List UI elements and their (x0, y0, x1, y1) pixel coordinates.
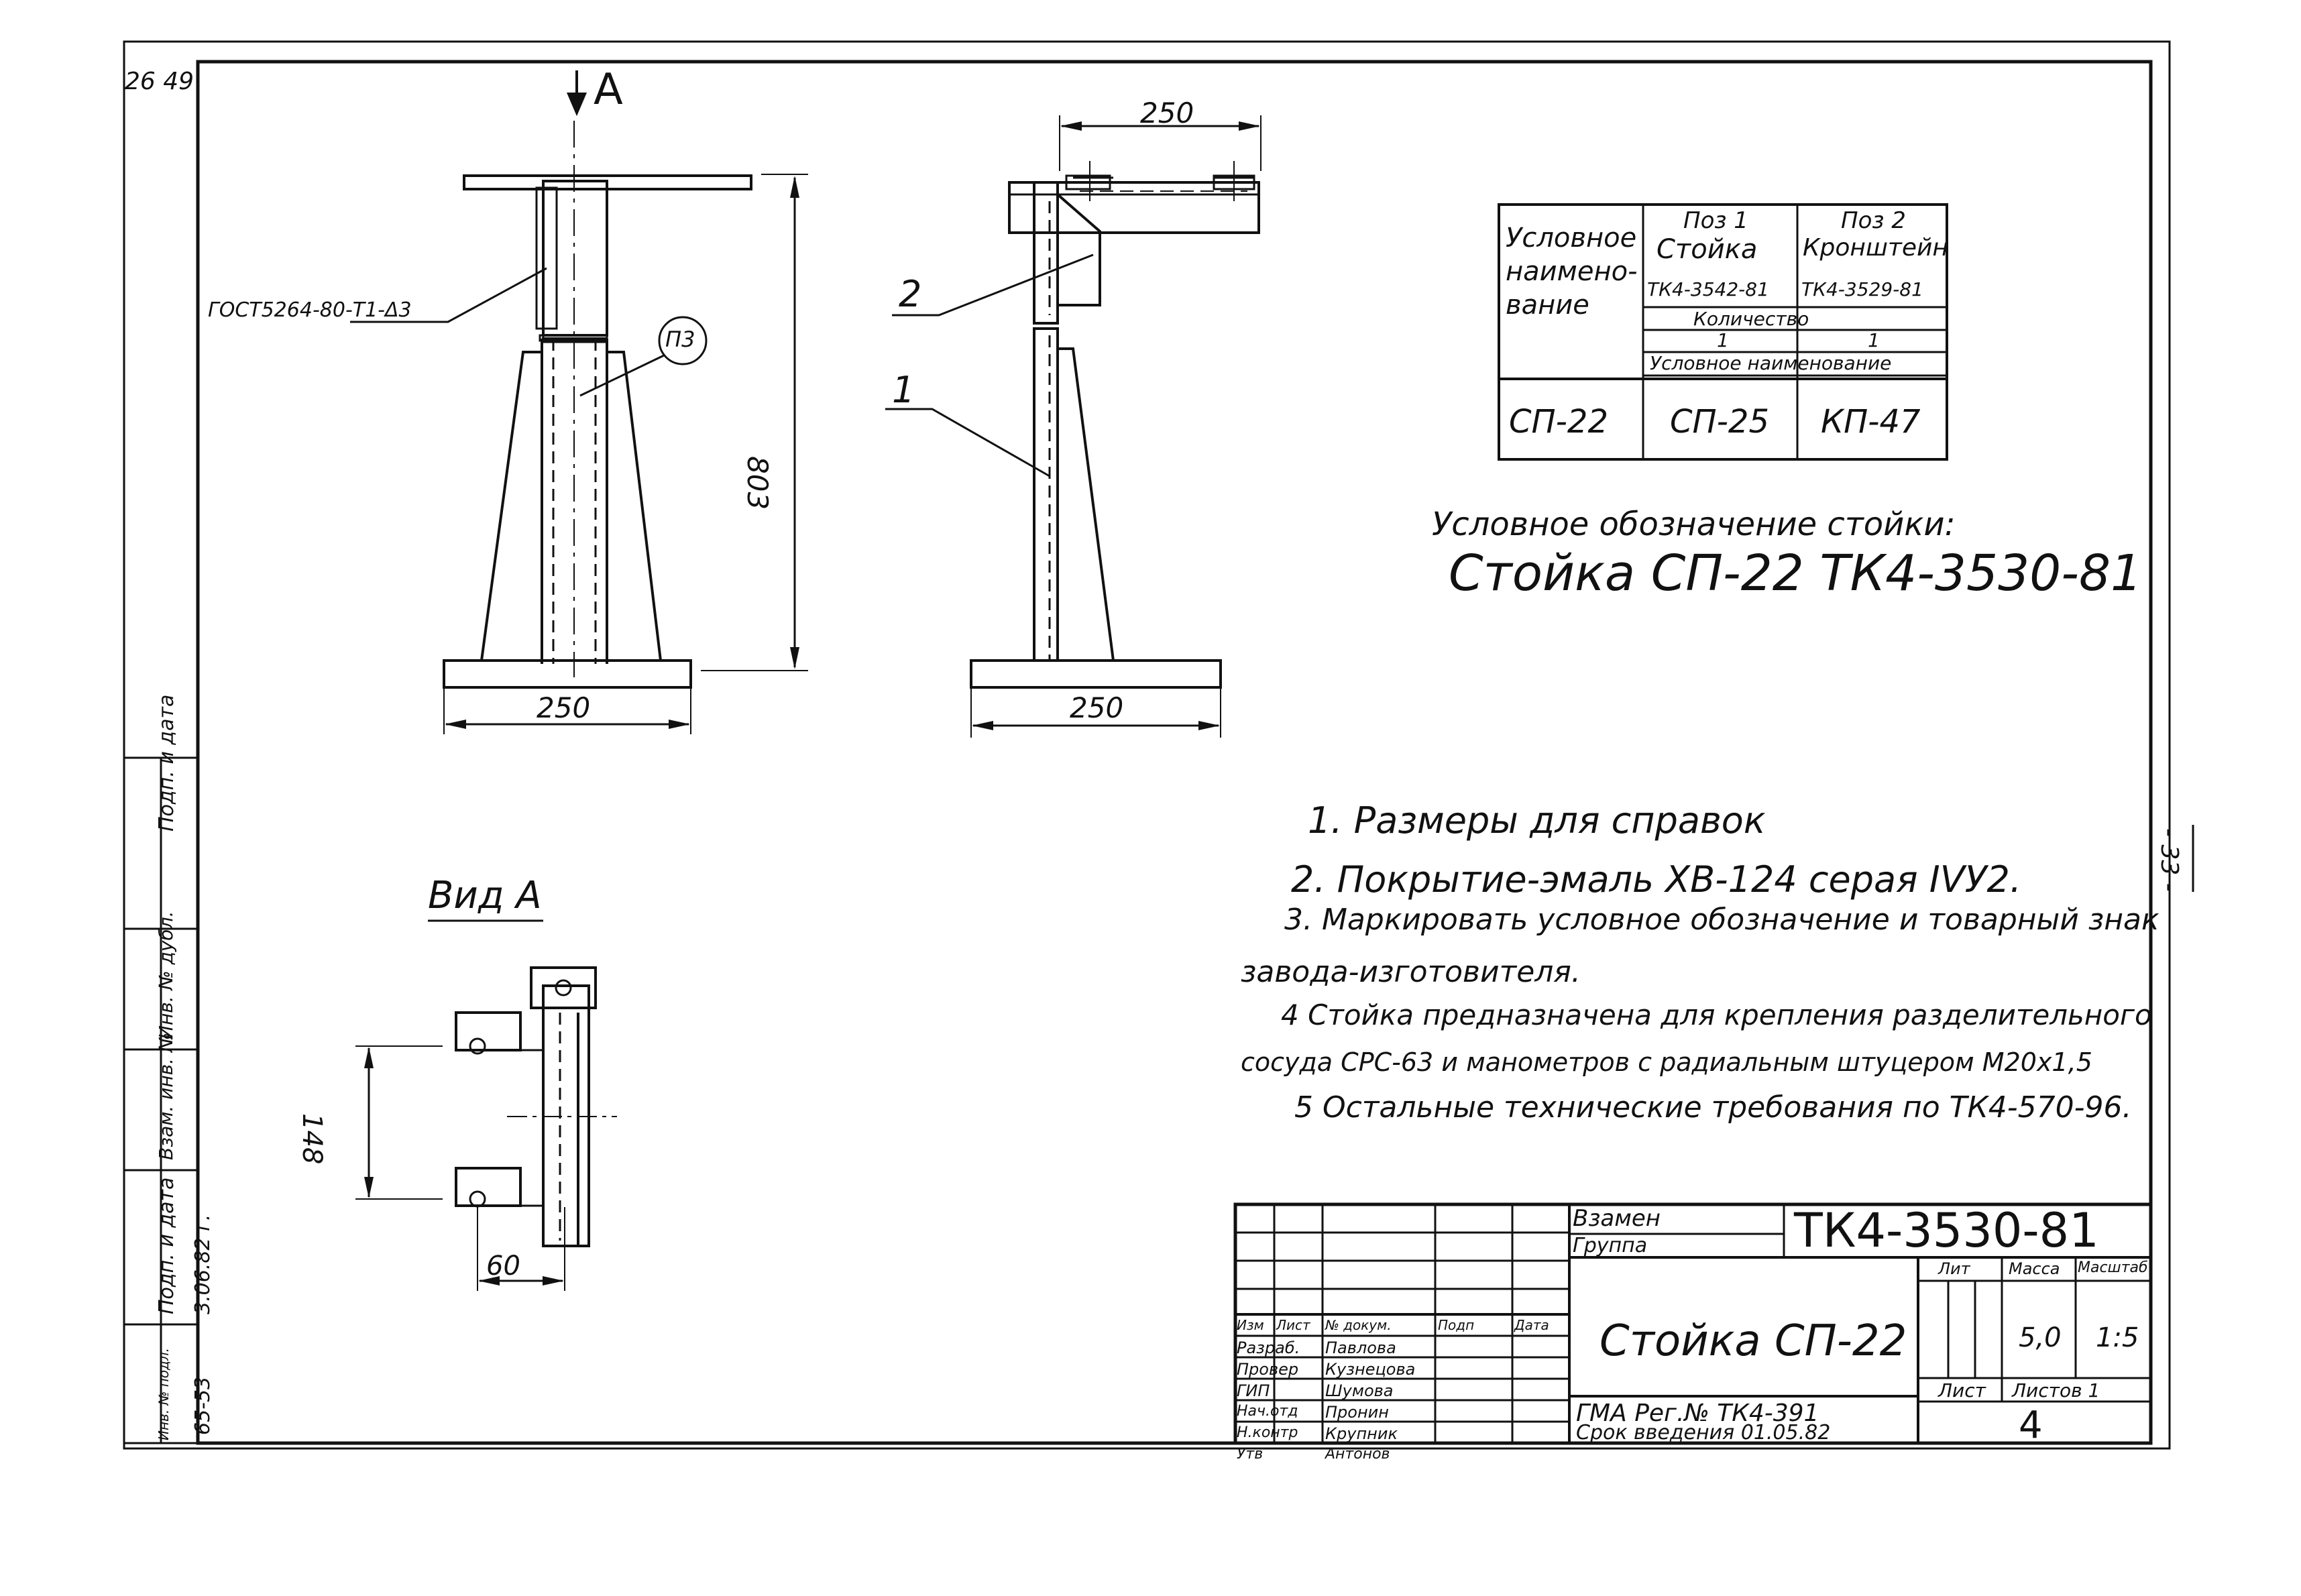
left-stamp-value: 65-53 (191, 1376, 215, 1435)
tb-person: Павлова (1325, 1338, 1396, 1357)
tb-col-doc: № докум. (1325, 1317, 1392, 1333)
spec-quantity: Количество (1693, 308, 1809, 330)
left-stamp-label: Инв. № дубл. (155, 911, 177, 1039)
left-stamp-label: Подп. и дата (155, 694, 178, 832)
tb-name: Стойка СП-22 (1600, 1316, 1907, 1366)
note-5: 5 Остальные технические требования по ТК4-570-96. (1294, 1090, 2132, 1125)
tb-col-data: Дата (1514, 1317, 1549, 1333)
tb-massa: Масса (2009, 1259, 2060, 1278)
side-base-plate (971, 661, 1221, 687)
tb-role: Утв (1237, 1446, 1264, 1463)
left-stamp-label: Инв. № подл. (156, 1348, 172, 1440)
dim-148: 148 (296, 1113, 327, 1165)
view-a-title: Вид А (428, 874, 542, 917)
spec-pos1-title: Поз 1 (1683, 207, 1748, 234)
tb-massa-val: 5,0 (2019, 1322, 2062, 1353)
tb-listov: Листов 1 (2012, 1379, 2100, 1402)
left-stamp-label: Подп. и дата (155, 1177, 178, 1314)
tb-col-izm: Изм (1237, 1317, 1264, 1333)
spec-cond-name: Условное наименование (1650, 352, 1892, 374)
tb-masshtab-val: 1:5 (2096, 1322, 2139, 1353)
tb-role: Нач.отд (1237, 1403, 1298, 1420)
tb-role: Н.контр (1237, 1424, 1298, 1441)
tb-list: Лист (1938, 1379, 1986, 1402)
tb-doc-number: ТК4-3530-81 (1794, 1203, 2099, 1258)
side-view (885, 115, 1261, 738)
tb-person: Шумова (1325, 1381, 1394, 1400)
tb-gruppa: Группа (1573, 1234, 1648, 1257)
dim-60: 60 (486, 1251, 520, 1281)
section-marker: А (594, 65, 623, 115)
note-3: 3. Маркировать условное обозначение и товарный знак (1284, 903, 2159, 937)
tb-role: ГИП (1237, 1381, 1270, 1400)
tb-lit: Лит (1938, 1259, 1970, 1278)
tb-masshtab: Масштаб (2078, 1259, 2148, 1276)
note-4: 4 Стойка предназначена для крепления разделительного (1281, 999, 2152, 1031)
tb-col-list: Лист (1276, 1317, 1310, 1333)
note-4-cont: сосуда СРС-63 и манометров с радиальным штуцером М20х1,5 (1241, 1047, 2092, 1077)
spec-header-left: Условное наимено-вание (1506, 223, 1638, 321)
spec-pos1-doc: ТК4-3542-81 (1647, 278, 1769, 300)
position-tag: П3 (665, 327, 695, 352)
leader-1: 1 (892, 369, 915, 411)
tb-role: Разраб. (1237, 1338, 1300, 1357)
spec-row-pos1: СП-25 (1670, 403, 1770, 441)
side-mark: - 33 - (2155, 828, 2183, 892)
dim-height: 803 (741, 456, 774, 510)
spec-qty2: 1 (1868, 329, 1880, 351)
dim-bracket-top: 250 (1140, 97, 1194, 129)
spec-row-name: СП-22 (1509, 403, 1609, 441)
left-stamp-label: Взам. инв. № (155, 1032, 177, 1160)
tb-person: Антонов (1325, 1446, 1390, 1463)
spec-pos2-doc: ТК4-3529-81 (1801, 278, 1923, 300)
tb-vzamen: Взамен (1573, 1205, 1661, 1232)
corner-number: 26 49 (125, 68, 194, 95)
tb-person: Пронин (1325, 1403, 1389, 1422)
spec-pos2-title: Поз 2 (1841, 207, 1906, 234)
tb-person: Кузнецова (1325, 1360, 1416, 1379)
dim-base-side: 250 (1070, 691, 1124, 724)
designation: Стойка СП-22 ТК4-3530-81 (1449, 545, 2143, 602)
tb-col-podp: Подп (1438, 1317, 1475, 1333)
view-a (355, 921, 617, 1291)
leader-2: 2 (899, 273, 922, 315)
tb-person: Крупник (1325, 1424, 1398, 1443)
spec-pos2-name: Кронштейн (1803, 234, 1948, 262)
front-base-plate (444, 661, 691, 687)
spec-qty1: 1 (1717, 329, 1729, 351)
note-1: 1. Размеры для справок (1308, 799, 1766, 842)
tb-sheet-no: 4 (2019, 1404, 2043, 1447)
note-2: 2. Покрытие-эмаль ХВ-124 серая IVУ2. (1291, 858, 2022, 901)
note-3-cont: завода-изготовителя. (1241, 955, 1581, 989)
tb-role: Провер (1237, 1360, 1299, 1379)
tb-srok: Срок введения 01.05.82 (1576, 1421, 1831, 1444)
spec-row-pos2: КП-47 (1821, 403, 1921, 441)
left-stamp-value: 3.06.82 г. (191, 1214, 215, 1314)
dim-base-front: 250 (537, 691, 591, 724)
front-view (350, 65, 808, 734)
tb-gma: ГМА Рег.№ ТК4-391 (1576, 1400, 1819, 1427)
designation-title: Условное обозначение стойки: (1432, 506, 1956, 543)
weld-label: ГОСТ5264-80-Т1-Δ3 (208, 298, 412, 322)
spec-pos1-name: Стойка (1657, 234, 1758, 265)
